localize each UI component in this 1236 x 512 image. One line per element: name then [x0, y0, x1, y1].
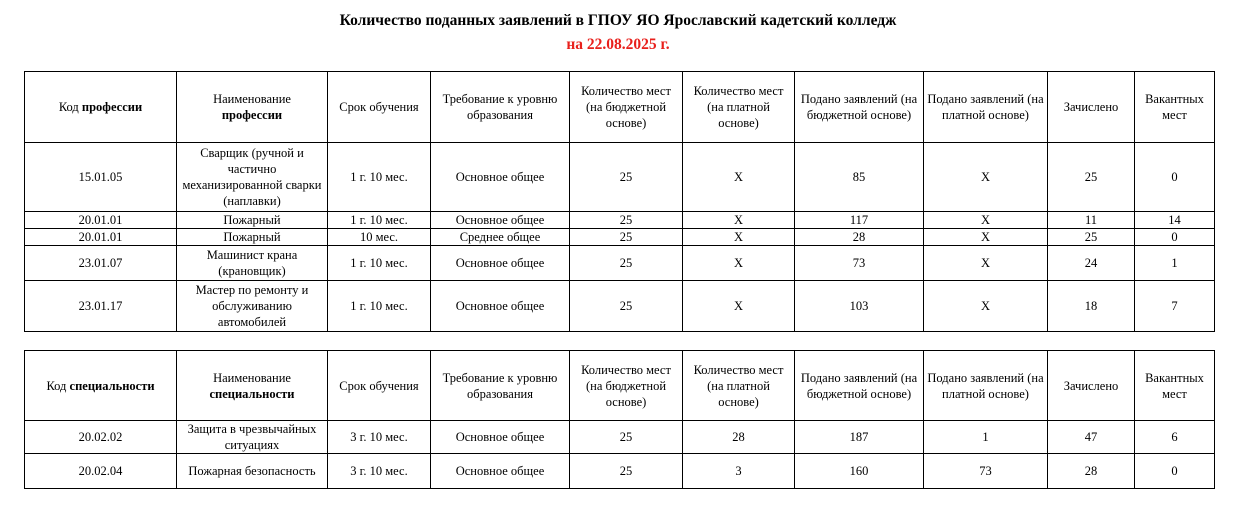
cell-name: Пожарная безопасность: [177, 454, 328, 489]
header-duration: Срок обучения: [328, 72, 431, 143]
table-row: [25, 454, 1215, 489]
professions-table: [24, 71, 1215, 332]
cell-budget-places: 25: [570, 281, 683, 332]
cell-vacant: 7: [1135, 281, 1215, 332]
table-header-row: [25, 351, 1215, 421]
cell-budget-apps: 28: [795, 229, 924, 246]
cell-paid-places: X: [683, 143, 795, 212]
cell-paid-apps: X: [924, 246, 1048, 281]
cell-budget-places: 25: [570, 454, 683, 489]
cell-enrolled: 25: [1048, 143, 1135, 212]
cell-paid-places: 3: [683, 454, 795, 489]
cell-education: Основное общее: [431, 454, 570, 489]
cell-budget-apps: 160: [795, 454, 924, 489]
header-budget-places: Количество мест (на бюджетной основе): [570, 72, 683, 143]
cell-enrolled: 24: [1048, 246, 1135, 281]
cell-education: Основное общее: [431, 246, 570, 281]
page-title: Количество поданных заявлений в ГПОУ ЯО Ярославский кадетский колледж: [339, 12, 897, 29]
header-budget-places: Количество мест (на бюджетной основе): [570, 351, 683, 421]
cell-vacant: 14: [1135, 212, 1215, 229]
header-vacant: Вакантных мест: [1135, 72, 1215, 143]
cell-code: 20.01.01: [25, 229, 177, 246]
cell-name: Машинист крана (крановщик): [177, 246, 328, 281]
cell-vacant: 0: [1135, 229, 1215, 246]
header-vacant: Вакантных мест: [1135, 351, 1215, 421]
cell-code: 23.01.07: [25, 246, 177, 281]
cell-vacant: 0: [1135, 143, 1215, 212]
cell-duration: 1 г. 10 мес.: [328, 246, 431, 281]
header-name: [177, 351, 328, 421]
cell-budget-places: 25: [570, 143, 683, 212]
cell-vacant: 0: [1135, 454, 1215, 489]
cell-duration: 3 г. 10 мес.: [328, 421, 431, 454]
cell-education: Среднее общее: [431, 229, 570, 246]
header-paid-places: Количество мест (на платной основе): [683, 351, 795, 421]
cell-paid-places: 28: [683, 421, 795, 454]
header-code-prefix: Код: [58, 100, 82, 114]
cell-budget-apps: 103: [795, 281, 924, 332]
cell-vacant: 1: [1135, 246, 1215, 281]
report-date: на 22.08.2025 г.: [566, 36, 670, 53]
cell-paid-apps: X: [924, 229, 1048, 246]
cell-vacant: 6: [1135, 421, 1215, 454]
cell-name: Пожарный: [177, 229, 328, 246]
header-paid-apps: Подано заявлений (на платной основе): [924, 351, 1048, 421]
table-row: [25, 281, 1215, 332]
cell-paid-apps: X: [924, 143, 1048, 212]
cell-enrolled: 18: [1048, 281, 1135, 332]
cell-duration: 10 мес.: [328, 229, 431, 246]
cell-budget-places: 25: [570, 229, 683, 246]
cell-code: 15.01.05: [25, 143, 177, 212]
cell-paid-apps: 73: [924, 454, 1048, 489]
header-code: [25, 351, 177, 421]
cell-code: 20.02.02: [25, 421, 177, 454]
cell-education: Основное общее: [431, 421, 570, 454]
cell-budget-apps: 73: [795, 246, 924, 281]
table-row: [25, 421, 1215, 454]
header-education: Требование к уровню образования: [431, 72, 570, 143]
cell-enrolled: 28: [1048, 454, 1135, 489]
header-budget-apps: Подано заявлений (на бюджетной основе): [795, 72, 924, 143]
cell-enrolled: 47: [1048, 421, 1135, 454]
cell-budget-apps: 85: [795, 143, 924, 212]
table-row: [25, 246, 1215, 281]
cell-paid-apps: X: [924, 212, 1048, 229]
table-header-row: [25, 72, 1215, 143]
cell-duration: 1 г. 10 мес.: [328, 212, 431, 229]
cell-code: 23.01.17: [25, 281, 177, 332]
header-budget-apps: Подано заявлений (на бюджетной основе): [795, 351, 924, 421]
header-name-bold: специальности: [209, 386, 295, 401]
cell-budget-places: 25: [570, 246, 683, 281]
header-paid-apps: Подано заявлений (на платной основе): [924, 72, 1048, 143]
cell-duration: 1 г. 10 мес.: [328, 143, 431, 212]
cell-enrolled: 11: [1048, 212, 1135, 229]
table-row: [25, 212, 1215, 229]
cell-paid-places: X: [683, 281, 795, 332]
cell-code: 20.01.01: [25, 212, 177, 229]
header-name: [177, 72, 328, 143]
cell-code: 20.02.04: [25, 454, 177, 489]
table-row: [25, 143, 1215, 212]
header-code-bold: специальности: [69, 378, 155, 393]
cell-budget-places: 25: [570, 212, 683, 229]
cell-duration: 3 г. 10 мес.: [328, 454, 431, 489]
header-code: [25, 72, 177, 143]
cell-duration: 1 г. 10 мес.: [328, 281, 431, 332]
header-code-bold: профессии: [81, 100, 143, 114]
header-name-prefix: Наименование: [213, 92, 291, 106]
cell-name: Пожарный: [177, 212, 328, 229]
header-paid-places: Количество мест (на платной основе): [683, 72, 795, 143]
cell-paid-places: X: [683, 229, 795, 246]
cell-budget-apps: 187: [795, 421, 924, 454]
cell-budget-apps: 117: [795, 212, 924, 229]
header-education: Требование к уровню образования: [431, 351, 570, 421]
cell-paid-places: X: [683, 212, 795, 229]
cell-name: Мастер по ремонту и обслуживанию автомобилей: [177, 281, 328, 332]
cell-paid-apps: X: [924, 281, 1048, 332]
cell-budget-places: 25: [570, 421, 683, 454]
cell-education: Основное общее: [431, 212, 570, 229]
table-row: [25, 229, 1215, 246]
specialties-table: [24, 350, 1215, 489]
header-duration: Срок обучения: [328, 351, 431, 421]
header-name-bold: профессии: [221, 108, 283, 122]
cell-education: Основное общее: [431, 143, 570, 212]
header-name-prefix: Наименование: [213, 370, 291, 385]
cell-paid-places: X: [683, 246, 795, 281]
cell-enrolled: 25: [1048, 229, 1135, 246]
cell-name: Защита в чрезвычайных ситуациях: [177, 421, 328, 454]
cell-name: Сварщик (ручной и частично механизированной сварки (наплавки): [177, 143, 328, 212]
header-enrolled: Зачислено: [1048, 72, 1135, 143]
header-enrolled: Зачислено: [1048, 351, 1135, 421]
cell-education: Основное общее: [431, 281, 570, 332]
header-code-prefix: Код: [46, 378, 70, 393]
cell-paid-apps: 1: [924, 421, 1048, 454]
